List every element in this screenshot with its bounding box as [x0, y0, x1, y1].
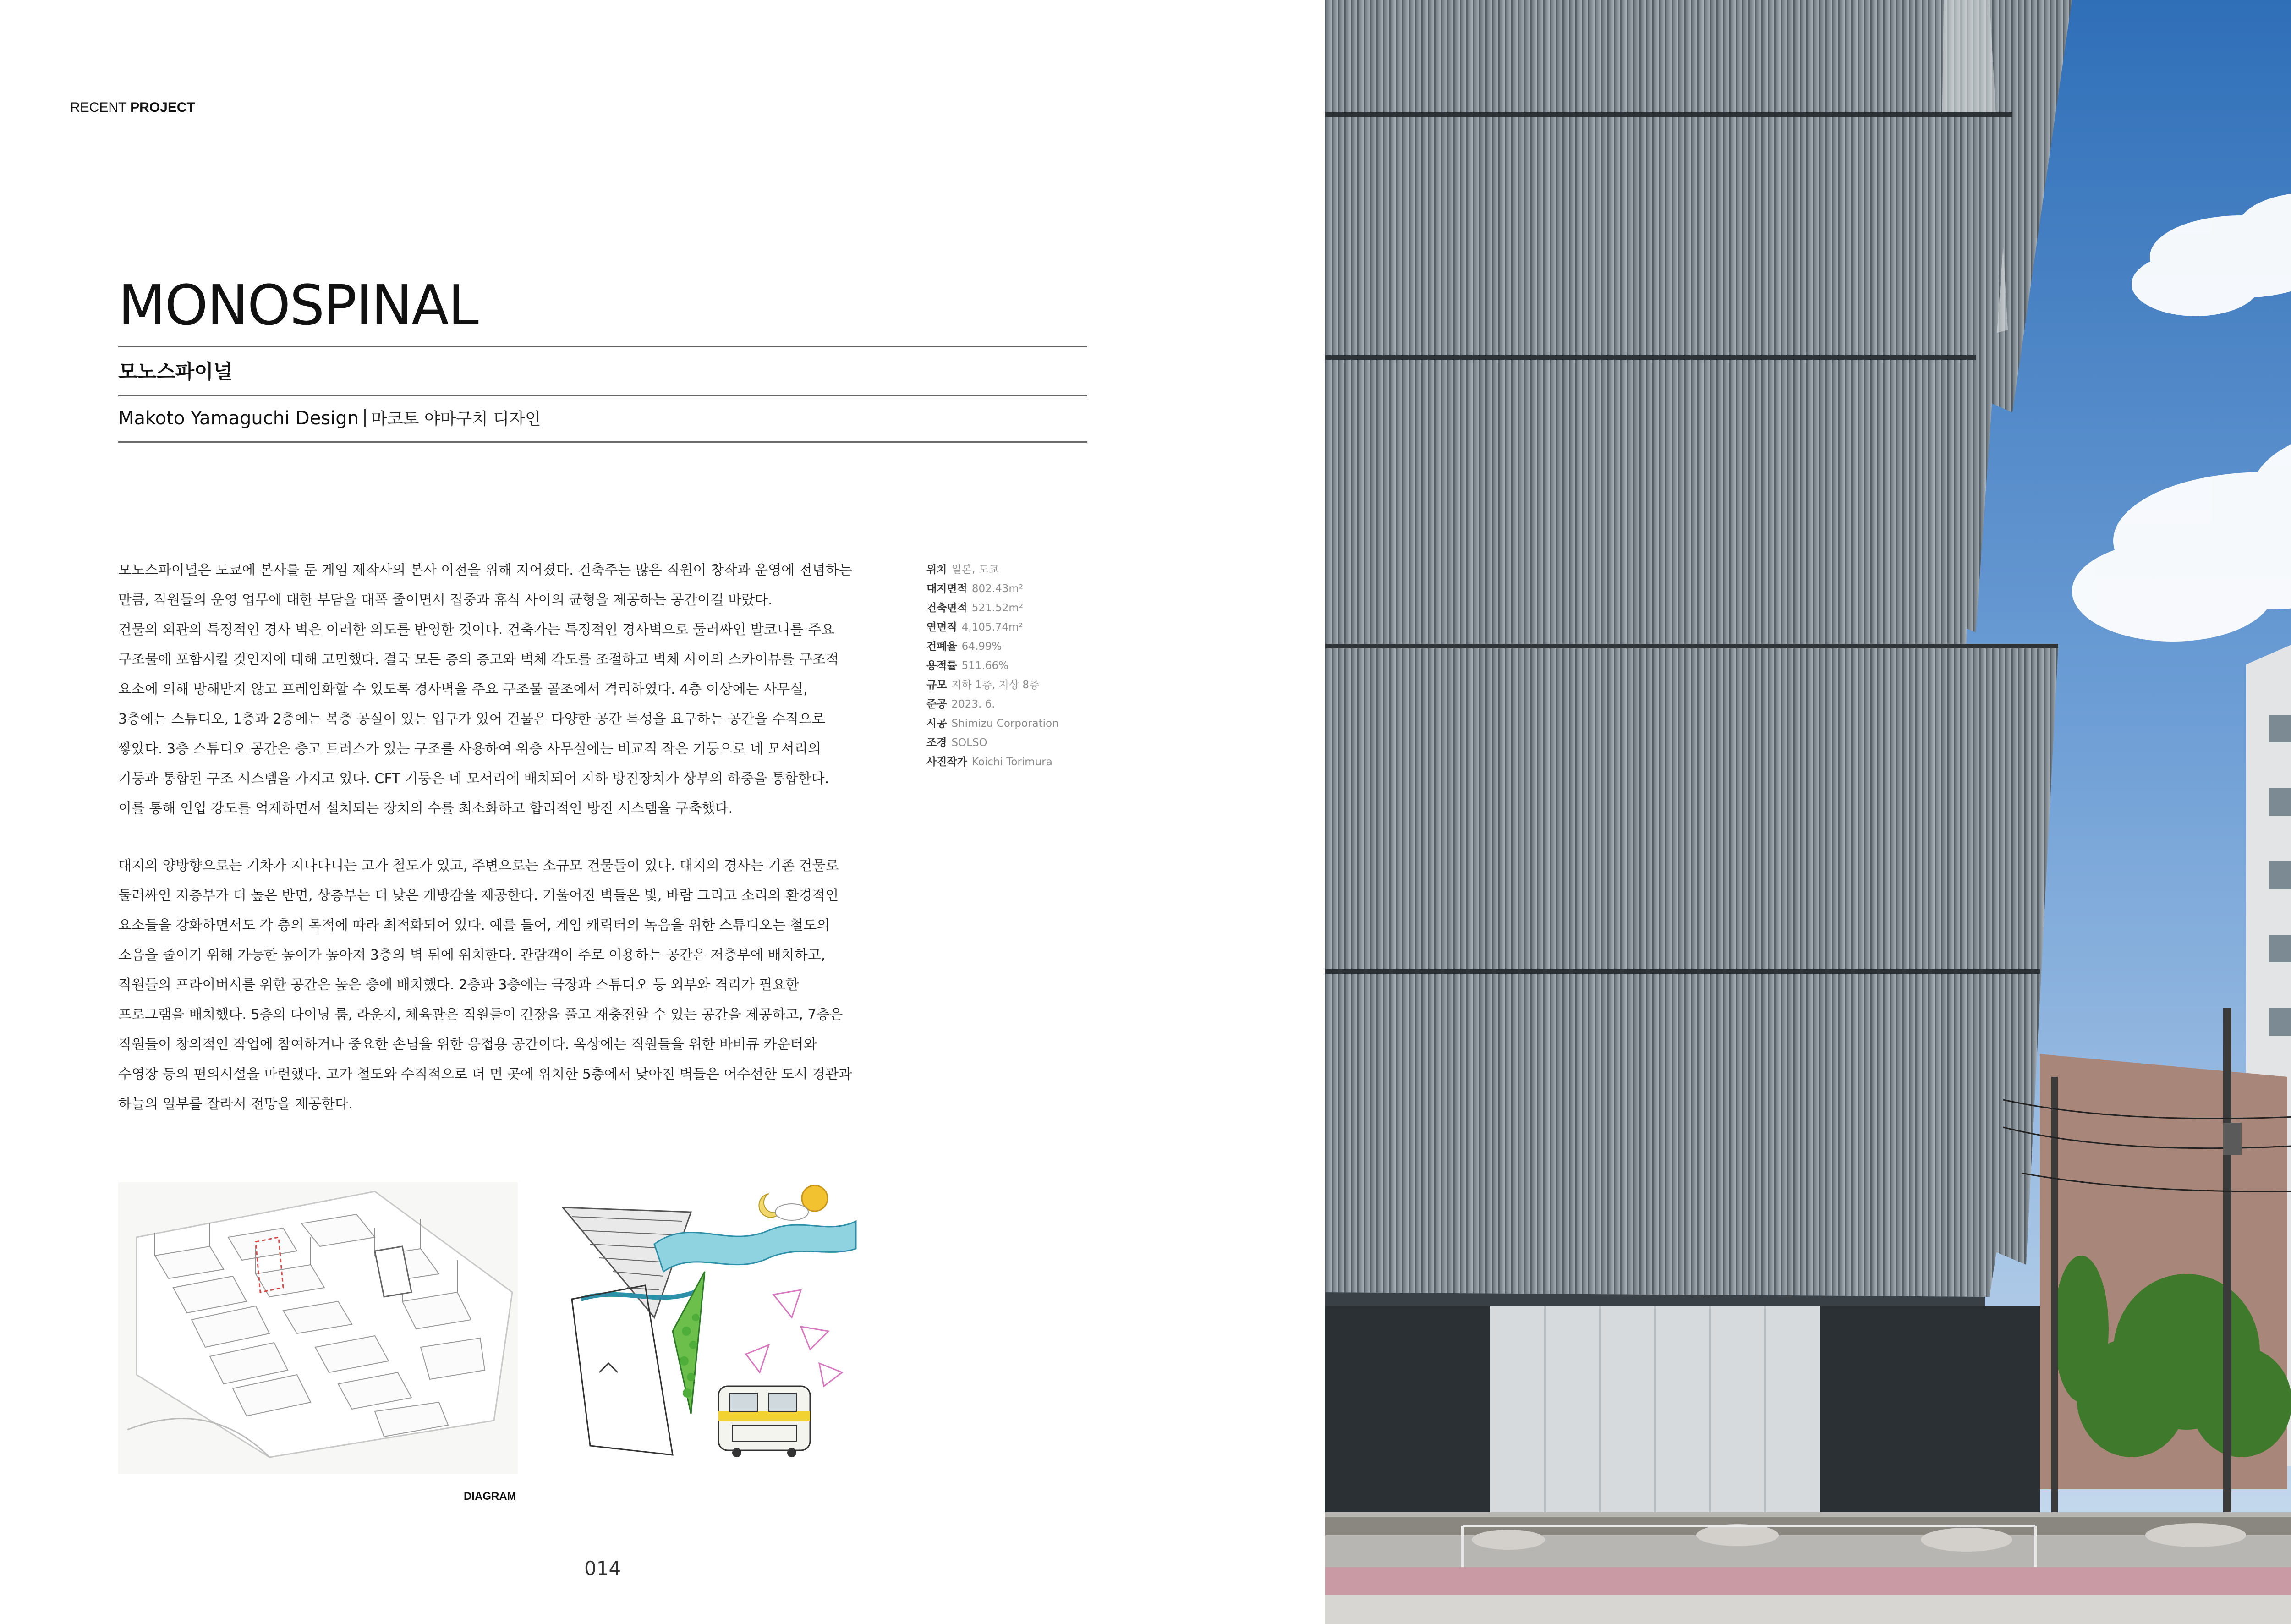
- axonometric-sketch: [118, 1182, 518, 1474]
- train-sketch: [718, 1386, 810, 1457]
- architect-name-ko: 마코토 야마구치 디자인: [371, 410, 541, 428]
- body-line: 만큼, 직원들의 운영 업무에 대한 부담을 대폭 줄이면서 집중과 휴식 사이의 균형을 제공하는 공간이길 바랐다.: [118, 592, 773, 608]
- info-key: 연면적: [926, 621, 957, 633]
- info-value: 4,105.74m²: [961, 621, 1023, 633]
- building-photo-illustration: [1325, 0, 2291, 1624]
- info-row-building-area: [926, 598, 1059, 618]
- body-line: 구조물에 포함시킬 것인지에 대해 고민했다. 결국 모든 층의 층고와 벽체 각도를 조절하고 벽체 사이의 스카이뷰를 구조적: [118, 652, 839, 668]
- info-key: 시공: [926, 718, 947, 730]
- body-line: 둘러싸인 저층부가 더 높은 반면, 상층부는 더 낮은 개방감을 제공한다. 기울어진 벽들은 빛, 바람 그리고 소리의 환경적인: [118, 888, 839, 904]
- body-line: 이를 통해 인입 강도를 억제하면서 설치되는 장치의 수를 최소화하고 합리적인 방진 시스템을 구축했다.: [118, 801, 733, 817]
- body-paragraph-2: [118, 851, 874, 1119]
- title-rule: [118, 346, 1087, 347]
- body-line: 기둥과 통합된 구조 시스템을 가지고 있다. CFT 기둥은 네 모서리에 배치되어 지하 방진장치가 상부의 하중을 통합한다.: [118, 771, 829, 787]
- info-row-floor-area: [926, 618, 1059, 637]
- info-row-completion: [926, 695, 1059, 714]
- info-value: 521.52m²: [971, 602, 1023, 614]
- info-key: 조경: [926, 737, 947, 749]
- info-key: 건폐율: [926, 641, 957, 653]
- architect-credit: [118, 406, 541, 429]
- body-line: 모노스파이널은 도쿄에 본사를 둔 게임 제작사의 본사 이전을 위해 지어졌다. 건축주는 많은 직원이 창작과 운영에 전념하는: [118, 562, 852, 578]
- body-paragraph-1: [118, 555, 874, 823]
- credit-separator: [364, 409, 366, 427]
- info-row-site-area: [926, 579, 1059, 598]
- architect-name-en: Makoto Yamaguchi Design: [118, 408, 359, 429]
- body-line: 직원들의 프라이버시를 위한 공간은 높은 층에 배치했다. 2층과 3층에는 극장과 스튜디오 등 외부와 격리가 필요한: [118, 977, 799, 993]
- body-line: 소음을 줄이기 위해 가능한 높이가 높아져 3층의 벽 뒤에 위치한다. 관람객이 주로 이용하는 공간은 저층부에 배치하고,: [118, 947, 826, 963]
- project-title-korean: 모노스파이널: [118, 361, 233, 384]
- info-key: 사진작가: [926, 756, 967, 768]
- info-key: 규모: [926, 679, 947, 691]
- section-label-project: PROJECT: [130, 100, 195, 115]
- concept-sketch-diagram: [554, 1180, 860, 1473]
- info-value: Koichi Torimura: [971, 756, 1052, 768]
- credit-rule: [118, 441, 1087, 443]
- body-line: 3층에는 스튜디오, 1층과 2층에는 복층 공실이 있는 입구가 있어 건물은 다양한 공간 특성을 요구하는 공간을 수직으로: [118, 711, 825, 727]
- section-label-recent: RECENT: [70, 100, 126, 115]
- project-title: MONOSPINAL: [118, 274, 478, 338]
- info-value: SOLSO: [951, 737, 987, 749]
- diagram-caption: DIAGRAM: [464, 1490, 516, 1503]
- info-value: 2023. 6.: [951, 698, 995, 710]
- info-key: 건축면적: [926, 602, 967, 614]
- project-info: [926, 560, 1059, 772]
- body-line: 요소들을 강화하면서도 각 층의 목적에 따라 최적화되어 있다. 예를 들어, 게임 캐릭터의 녹음을 위한 스튜디오는 철도의: [118, 917, 830, 933]
- page-number: 014: [584, 1557, 621, 1580]
- body-line: 프로그램을 배치했다. 5층의 다이닝 룸, 라운지, 체육관은 직원들이 긴장을 풀고 재충전할 수 있는 공간을 제공하고, 7층은: [118, 1007, 843, 1023]
- building-photo: [1325, 0, 2291, 1624]
- info-row-photographer: [926, 752, 1059, 772]
- body-line: 하늘의 일부를 잘라서 전망을 제공한다.: [118, 1096, 353, 1112]
- info-key: 준공: [926, 698, 947, 710]
- body-line: 대지의 양방향으로는 기차가 지나다니는 고가 철도가 있고, 주변으로는 소규모 건물들이 있다. 대지의 경사는 기존 건물로: [118, 858, 839, 874]
- body-line: 쌓았다. 3층 스튜디오 공간은 층고 트러스가 있는 구조를 사용하여 위층 사무실에는 비교적 작은 기둥으로 네 모서리의: [118, 741, 821, 757]
- info-row-far: [926, 656, 1059, 675]
- info-row-construction: [926, 714, 1059, 733]
- section-label: [70, 100, 195, 115]
- info-row-location: [926, 560, 1059, 579]
- info-key: 위치: [926, 564, 947, 576]
- info-value: Shimizu Corporation: [951, 718, 1059, 730]
- info-row-scale: [926, 675, 1059, 695]
- info-row-coverage: [926, 637, 1059, 656]
- info-value: 802.43m²: [971, 583, 1023, 595]
- info-value: 511.66%: [961, 660, 1008, 672]
- info-value: 64.99%: [961, 641, 1002, 653]
- concept-sketch: [554, 1180, 860, 1473]
- info-key: 대지면적: [926, 583, 967, 595]
- subtitle-rule: [118, 395, 1087, 396]
- body-line: 수영장 등의 편의시설을 마련했다. 고가 철도와 수직적으로 더 먼 곳에 위치한 5층에서 낮아진 벽들은 어수선한 도시 경관과: [118, 1066, 852, 1082]
- info-key: 용적률: [926, 660, 957, 672]
- axonometric-diagram: [118, 1182, 518, 1474]
- info-value: 일본, 도쿄: [951, 564, 999, 576]
- body-line: 직원들이 창의적인 작업에 참여하거나 중요한 손님을 위한 응접용 공간이다. 옥상에는 직원들을 위한 바비큐 카운터와: [118, 1037, 817, 1053]
- body-line: 건물의 외관의 특징적인 경사 벽은 이러한 의도를 반영한 것이다. 건축가는 특징적인 경사벽으로 둘러싸인 발코니를 주요: [118, 622, 835, 638]
- body-line: 요소에 의해 방해받지 않고 프레임화할 수 있도록 경사벽을 주요 구조물 골조에서 격리하였다. 4층 이상에는 사무실,: [118, 681, 808, 697]
- info-value: 지하 1층, 지상 8층: [951, 679, 1040, 691]
- info-row-landscape: [926, 733, 1059, 752]
